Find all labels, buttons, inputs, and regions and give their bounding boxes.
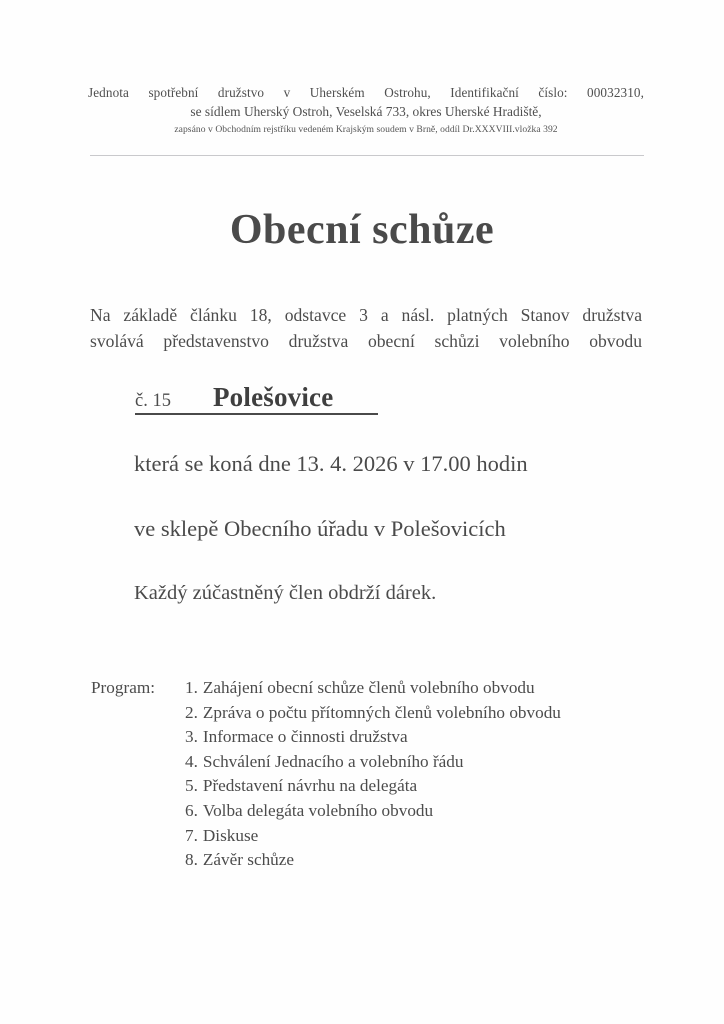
- intro-paragraph: [90, 302, 642, 354]
- meeting-date-line: která se koná dne 13. 4. 2026 v 17.00 hodin: [134, 451, 528, 476]
- program-item-number: 1.: [185, 678, 198, 697]
- program-item-text: Představení návrhu na delegáta: [202, 776, 418, 796]
- program-item-number: 6.: [185, 800, 198, 820]
- program-item-number: 8.: [185, 850, 198, 870]
- list-item: [185, 824, 561, 849]
- intro-line-1: Na základě článku 18, odstavce 3 a násl. platných Stanov družstva: [90, 305, 642, 325]
- list-item: [185, 774, 561, 799]
- letterhead-line-registration: zapsáno v Obchodním rejstříku vedeném Krajským soudem v Brně, oddíl Dr.XXXVIII.vložka 392: [174, 124, 558, 135]
- program-item-text: Zpráva o počtu přítomných členů volebního obvodu: [202, 702, 561, 722]
- letterhead-line-company: Jednota spotřební družstvo v Uherském Ostrohu, Identifikační číslo: 00032310,: [88, 85, 644, 100]
- meeting-venue-line: ve sklepě Obecního úřadu v Polešovicích: [134, 516, 506, 541]
- circuit-name: Polešovice: [212, 382, 334, 412]
- program-list: [185, 676, 561, 873]
- program-label: Program:: [91, 678, 155, 697]
- list-item: [185, 750, 561, 775]
- circuit-heading: [135, 384, 378, 415]
- program-item-number: 7.: [185, 825, 198, 845]
- list-item: [185, 676, 561, 701]
- program-item-text: Diskuse: [202, 825, 259, 845]
- list-item: [185, 725, 561, 750]
- circuit-number: č. 15: [135, 391, 171, 411]
- program-item-text: Volba delegáta volebního obvodu: [202, 800, 434, 820]
- gift-notice-line: Každý zúčastněný člen obdrží dárek.: [134, 582, 437, 604]
- page-title: Obecní schůze: [229, 207, 495, 253]
- letterhead-line-address: se sídlem Uherský Ostroh, Veselská 733, okres Uherské Hradiště,: [190, 104, 542, 119]
- intro-line-2: svolává představenstvo družstva obecní schůzi volebního obvodu: [90, 331, 642, 351]
- program-section: [91, 676, 651, 873]
- program-item-number: 3.: [185, 727, 198, 747]
- letterhead: [88, 84, 644, 137]
- list-item: [185, 701, 561, 726]
- program-item-text: Schválení Jednacího a volebního řádu: [202, 751, 464, 771]
- program-item-number: 4.: [185, 751, 198, 771]
- program-item-text: Informace o činnosti družstva: [202, 727, 408, 747]
- list-item: [185, 799, 561, 824]
- header-divider: [90, 155, 644, 156]
- program-item-text: Zahájení obecní schůze členů volebního obvodu: [202, 678, 535, 697]
- program-item-number: 2.: [185, 702, 198, 722]
- program-item-text: Závěr schůze: [202, 850, 295, 870]
- list-item: [185, 848, 561, 873]
- program-item-number: 5.: [185, 776, 198, 796]
